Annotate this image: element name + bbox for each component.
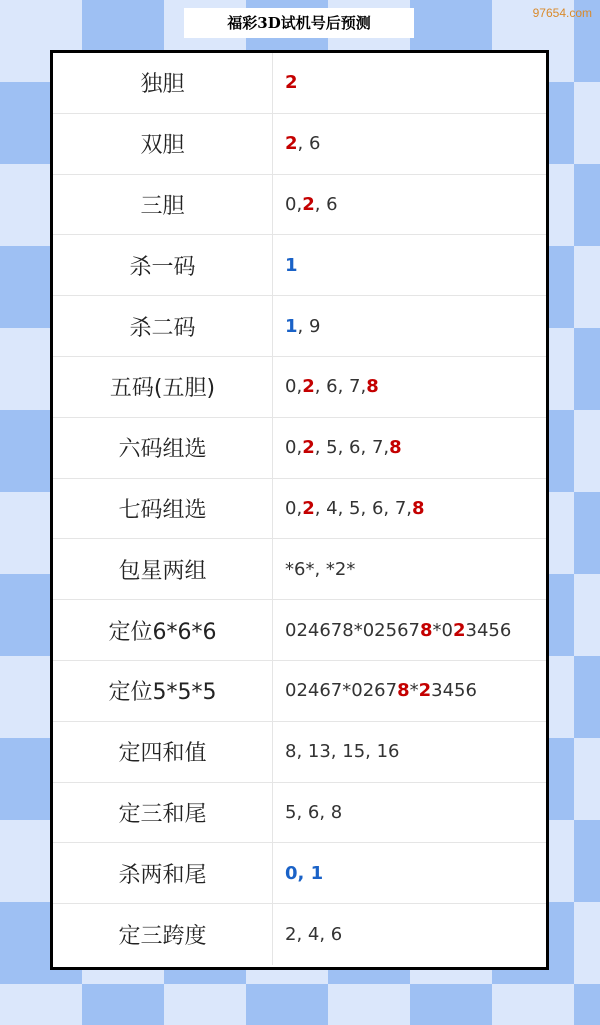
value-text: , 6 <box>297 133 321 155</box>
table-row <box>53 843 546 904</box>
highlighted-number: 2 <box>302 376 315 398</box>
row-label: 定位5*5*5 <box>53 661 273 721</box>
row-value <box>273 783 546 843</box>
row-value <box>273 114 546 174</box>
site-watermark: 97654.com <box>532 6 592 20</box>
table-row <box>53 661 546 722</box>
value-text: 5, 6, 8 <box>285 801 343 823</box>
highlighted-number: 2 <box>418 680 432 702</box>
row-label: 双胆 <box>53 114 273 174</box>
highlighted-number: 2 <box>302 437 315 459</box>
row-label: 六码组选 <box>53 418 273 478</box>
prediction-table <box>50 50 549 970</box>
value-text: 0, <box>285 497 303 519</box>
table-row <box>53 783 546 844</box>
table-row <box>53 175 546 236</box>
row-value <box>273 479 546 539</box>
value-text: 2, 4, 6 <box>285 924 343 946</box>
highlighted-number: 1 <box>285 315 298 337</box>
row-value <box>273 175 546 235</box>
table-row <box>53 296 546 357</box>
value-text: , 6, 7, <box>314 376 367 398</box>
value-text: , 6 <box>314 193 338 215</box>
table-row <box>53 600 546 661</box>
value-text: 8, 13, 15, 16 <box>285 741 400 763</box>
value-text: 02467*0267 <box>285 680 398 702</box>
table-row <box>53 53 546 114</box>
table-row <box>53 418 546 479</box>
value-text: 0, <box>285 193 303 215</box>
highlighted-number: 8 <box>366 376 379 398</box>
row-value <box>273 661 546 721</box>
row-value <box>273 53 546 113</box>
row-label: 杀两和尾 <box>53 843 273 903</box>
highlighted-number: 0, 1 <box>285 862 324 884</box>
table-row <box>53 357 546 418</box>
value-text: *6*, *2* <box>285 558 356 580</box>
row-value <box>273 600 546 660</box>
row-value <box>273 357 546 417</box>
highlighted-number: 8 <box>419 619 433 641</box>
highlighted-number: 1 <box>285 254 298 276</box>
row-value <box>273 235 546 295</box>
table-row <box>53 539 546 600</box>
row-value <box>273 904 546 965</box>
table-row <box>53 479 546 540</box>
row-value <box>273 539 546 599</box>
row-label: 杀二码 <box>53 296 273 356</box>
value-text: , 9 <box>297 315 321 337</box>
table-row <box>53 722 546 783</box>
row-value <box>273 843 546 903</box>
row-value <box>273 722 546 782</box>
highlighted-number: 8 <box>412 497 425 519</box>
row-value <box>273 418 546 478</box>
value-text: , 4, 5, 6, 7, <box>314 497 413 519</box>
row-label: 杀一码 <box>53 235 273 295</box>
table-row <box>53 114 546 175</box>
highlighted-number: 8 <box>397 680 410 702</box>
value-text: * <box>409 680 419 702</box>
row-label: 独胆 <box>53 53 273 113</box>
highlighted-number: 2 <box>285 72 298 94</box>
value-text: *0 <box>432 619 453 641</box>
table-row <box>53 235 546 296</box>
row-label: 定三和尾 <box>53 783 273 843</box>
value-text: , 5, 6, 7, <box>314 437 390 459</box>
highlighted-number: 2 <box>452 619 466 641</box>
page-title: 福彩3D试机号后预测 <box>184 8 414 38</box>
row-value <box>273 296 546 356</box>
row-label: 定位6*6*6 <box>53 600 273 660</box>
value-text: 3456 <box>465 619 512 641</box>
value-text: 0, <box>285 437 303 459</box>
highlighted-number: 2 <box>285 133 298 155</box>
highlighted-number: 8 <box>389 437 402 459</box>
row-label: 包星两组 <box>53 539 273 599</box>
table-row <box>53 904 546 965</box>
value-text: 3456 <box>431 680 477 702</box>
highlighted-number: 2 <box>302 193 315 215</box>
row-label: 定四和值 <box>53 722 273 782</box>
highlighted-number: 2 <box>302 497 315 519</box>
row-label: 五码(五胆) <box>53 357 273 417</box>
row-label: 三胆 <box>53 175 273 235</box>
value-text: 024678*02567 <box>285 619 420 641</box>
row-label: 七码组选 <box>53 479 273 539</box>
row-label: 定三跨度 <box>53 904 273 965</box>
value-text: 0, <box>285 376 303 398</box>
